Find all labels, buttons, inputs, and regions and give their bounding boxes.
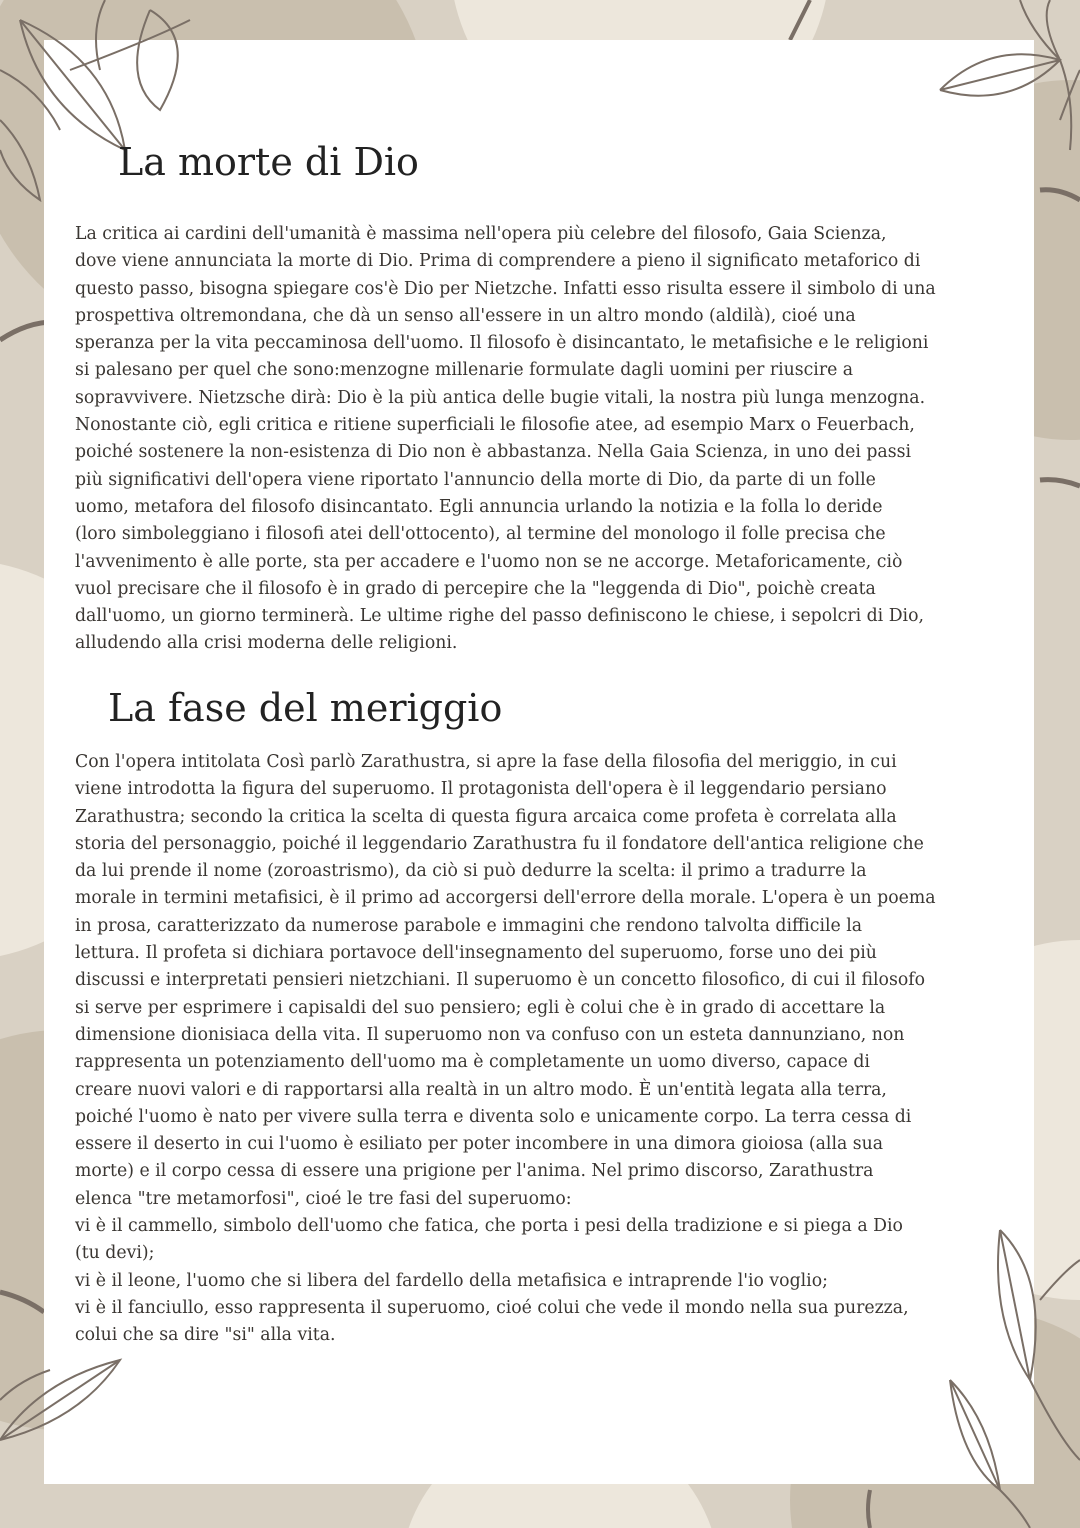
document-content	[75, 0, 1015, 1528]
text-line: vi è il cammello, simbolo dell'uomo che fatica, che porta i pesi della tradizione e si piega a Dio	[75, 1216, 903, 1237]
text-line: da lui prende il nome (zoroastrismo), da ciò si può dedurre la scelta: il primo a tradurre la	[75, 861, 867, 882]
text-line: elenca "tre metamorfosi", cioé le tre fasi del superuomo:	[75, 1188, 572, 1209]
text-line: più significativi dell'opera viene riportato l'annuncio della morte di Dio, da parte di un folle	[75, 469, 876, 490]
text-line: l'avvenimento è alle porte, sta per accadere e l'uomo non se ne accorge. Metaforicamente, ciò	[75, 551, 903, 572]
text-line: storia del personaggio, poiché il leggendario Zarathustra fu il fondatore dell'antica religione che	[75, 833, 924, 854]
text-line: essere il deserto in cui l'uomo è esiliato per poter incombere in una dimora gioiosa (alla sua	[75, 1134, 884, 1155]
text-line: questo passo, bisogna spiegare cos'è Dio per Nietzche. Infatti esso risulta essere il simbolo di una	[75, 278, 936, 299]
text-line: vi è il fanciullo, esso rappresenta il superuomo, cioé colui che vede il mondo nella sua purezza,	[75, 1297, 909, 1318]
text-line: La critica ai cardini dell'umanità è massima nell'opera più celebre del filosofo, Gaia Scienza,	[75, 224, 887, 244]
text-line: viene introdotta la figura del superuomo. Il protagonista dell'opera è il leggendario persiano	[75, 779, 887, 800]
text-line: dove viene annunciata la morte di Dio. Prima di comprendere a pieno il significato metaforico di	[75, 251, 921, 272]
text-line: Con l'opera intitolata Così parlò Zarathustra, si apre la fase della filosofia del meriggio, in cui	[75, 752, 897, 772]
text-line: vi è il leone, l'uomo che si libera del fardello della metafisica e intraprende l'io voglio;	[75, 1270, 828, 1291]
text-line: discussi e interpretati pensieri nietzchiani. Il superuomo è un concetto filosofico, di cui il filosofo	[75, 970, 926, 991]
text-line: si palesano per quel che sono:menzogne millenarie formulate dagli uomini per riuscire a	[75, 360, 854, 381]
text-line: lettura. Il profeta si dichiara portavoce dell'insegnamento del superuomo, forse uno dei più	[75, 943, 877, 964]
text-line: uomo, metafora del filosofo disincantato. Egli annuncia urlando la notizia e la folla lo deride	[75, 496, 883, 517]
text-line: dimensione dionisiaca della vita. Il superuomo non va confuso con un esteta dannunziano, non	[75, 1024, 905, 1045]
section-body	[75, 221, 1015, 658]
text-line: sopravvivere. Nietzsche dirà: Dio è la più antica delle bugie vitali, la nostra più lunga menzogna.	[75, 387, 926, 408]
text-line: si serve per esprimere i capisaldi del suo pensiero; egli è colui che è in grado di accettare la	[75, 997, 886, 1018]
text-line: Nonostante ciò, egli critica e ritiene superficiali le filosofie atee, ad esempio Marx o Feuerbach,	[75, 415, 915, 436]
text-line: creare nuovi valori e di rapportarsi alla realtà in un altro modo. È un'entità legata alla terra,	[75, 1079, 887, 1100]
section-body	[75, 749, 1015, 1350]
text-line: speranza per la vita peccaminosa dell'uomo. Il filosofo è disincantato, le metafisiche e le religioni	[75, 333, 929, 354]
section-heading: La morte di Dio	[118, 140, 419, 184]
text-line: in prosa, caratterizzato da numerose parabole e immagini che rendono talvolta difficile la	[75, 915, 863, 936]
section-heading: La fase del meriggio	[108, 686, 503, 730]
text-line: vuol precisare che il filosofo è in grado di percepire che la "leggenda di Dio", poichè creata	[75, 578, 876, 599]
text-line: colui che sa dire "si" alla vita.	[75, 1325, 336, 1346]
text-line: morte) e il corpo cessa di essere una prigione per l'anima. Nel primo discorso, Zarathustra	[75, 1161, 874, 1182]
text-line: rappresenta un potenziamento dell'uomo ma è completamente un uomo diverso, capace di	[75, 1052, 870, 1073]
text-line: (tu devi);	[75, 1243, 155, 1264]
text-line: morale in termini metafisici, è il primo ad accorgersi dell'errore della morale. L'opera è un poema	[75, 888, 936, 909]
text-line: prospettiva oltremondana, che dà un senso all'essere in un altro mondo (aldilà), cioé una	[75, 305, 856, 326]
text-line: alludendo alla crisi moderna delle religioni.	[75, 633, 458, 654]
text-line: poiché sostenere la non-esistenza di Dio non è abbastanza. Nella Gaia Scienza, in uno dei passi	[75, 442, 911, 463]
text-line: poiché l'uomo è nato per vivere sulla terra e diventa solo e unicamente corpo. La terra cessa di	[75, 1106, 912, 1127]
text-line: dall'uomo, un giorno terminerà. Le ultime righe del passo definiscono le chiese, i sepolcri di Dio,	[75, 606, 924, 627]
text-line: (loro simboleggiano i filosofi atei dell'ottocento), al termine del monologo il folle precisa che	[75, 524, 886, 545]
text-line: Zarathustra; secondo la critica la scelta di questa figura arcaica come profeta è correlata alla	[75, 806, 897, 827]
